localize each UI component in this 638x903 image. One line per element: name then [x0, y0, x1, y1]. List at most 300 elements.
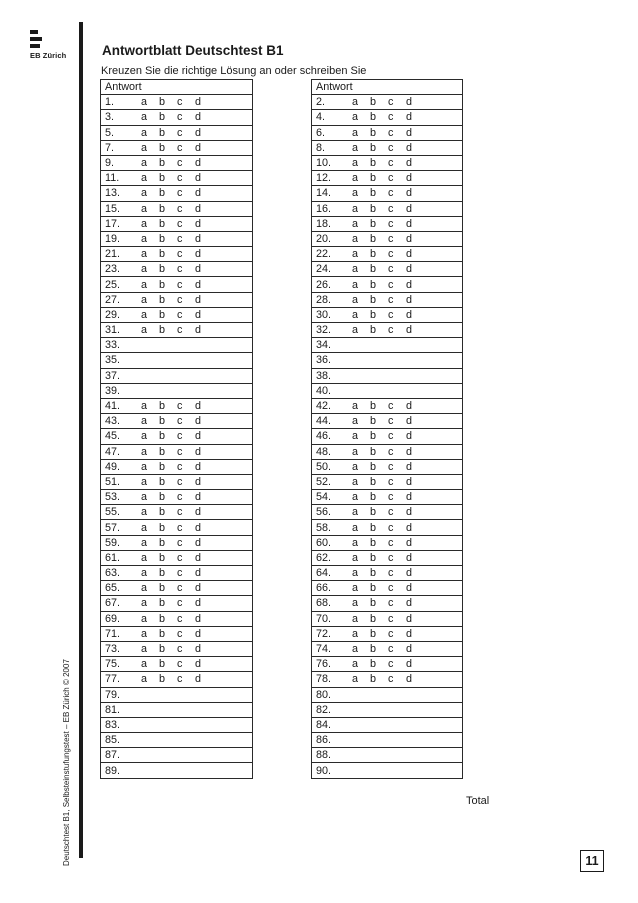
answer-row[interactable] [312, 657, 463, 672]
answer-option[interactable]: c [177, 308, 183, 321]
answer-row[interactable] [312, 429, 463, 444]
answer-option[interactable]: a [141, 415, 148, 428]
answer-option[interactable]: c [388, 278, 394, 291]
answer-row[interactable] [312, 672, 463, 687]
answer-option[interactable]: d [195, 232, 202, 245]
answer-cell[interactable] [312, 429, 463, 444]
answer-option[interactable]: d [195, 293, 202, 306]
answer-row[interactable] [312, 702, 463, 717]
answer-row[interactable] [312, 687, 463, 702]
answer-option[interactable]: a [352, 521, 359, 534]
answer-row[interactable] [312, 338, 463, 353]
answer-option[interactable]: b [159, 293, 166, 306]
answer-option[interactable]: d [195, 217, 202, 230]
answer-option[interactable]: c [388, 521, 394, 534]
answer-cell[interactable] [101, 292, 253, 307]
answer-option[interactable]: c [177, 521, 183, 534]
answer-option[interactable]: a [352, 278, 359, 291]
answer-row[interactable] [101, 323, 253, 338]
answer-cell[interactable] [101, 672, 253, 687]
answer-option[interactable]: c [177, 597, 183, 610]
answer-option[interactable]: b [159, 217, 166, 230]
answer-option[interactable]: c [388, 217, 394, 230]
answer-option[interactable]: a [352, 491, 359, 504]
answer-option[interactable]: b [370, 278, 377, 291]
answer-option[interactable]: d [406, 263, 413, 276]
answer-option[interactable]: b [159, 400, 166, 413]
answer-row[interactable] [101, 657, 253, 672]
answer-option[interactable]: b [370, 521, 377, 534]
answer-row[interactable] [312, 95, 463, 110]
answer-option[interactable]: d [406, 673, 413, 686]
answer-cell[interactable] [312, 277, 463, 292]
answer-option[interactable]: c [177, 445, 183, 458]
answer-row[interactable] [101, 383, 253, 398]
answer-option[interactable]: a [141, 217, 148, 230]
answer-cell[interactable] [101, 733, 253, 748]
answer-row[interactable] [312, 368, 463, 383]
answer-cell[interactable] [101, 383, 253, 398]
answer-option[interactable]: b [370, 445, 377, 458]
answer-option[interactable]: d [406, 491, 413, 504]
answer-option[interactable]: a [141, 460, 148, 473]
answer-option[interactable]: d [195, 627, 202, 640]
answer-cell[interactable] [312, 717, 463, 732]
answer-row[interactable] [101, 292, 253, 307]
answer-option[interactable]: c [388, 126, 394, 139]
answer-cell[interactable] [101, 657, 253, 672]
answer-option[interactable]: a [352, 567, 359, 580]
answer-cell[interactable] [312, 611, 463, 626]
answer-option[interactable]: d [406, 172, 413, 185]
answer-option[interactable]: b [159, 567, 166, 580]
answer-option[interactable]: b [370, 582, 377, 595]
answer-option[interactable]: b [159, 278, 166, 291]
answer-option[interactable]: b [370, 491, 377, 504]
answer-cell[interactable] [312, 353, 463, 368]
answer-option[interactable]: c [388, 445, 394, 458]
answer-option[interactable]: a [141, 582, 148, 595]
answer-option[interactable]: a [352, 582, 359, 595]
answer-option[interactable]: d [195, 278, 202, 291]
answer-option[interactable]: a [141, 126, 148, 139]
answer-row[interactable] [101, 733, 253, 748]
answer-option[interactable]: c [388, 308, 394, 321]
answer-option[interactable]: b [159, 263, 166, 276]
answer-option[interactable]: d [406, 278, 413, 291]
answer-row[interactable] [101, 626, 253, 641]
answer-row[interactable] [312, 550, 463, 565]
answer-option[interactable]: a [141, 521, 148, 534]
answer-option[interactable]: d [195, 248, 202, 261]
answer-row[interactable] [312, 444, 463, 459]
answer-option[interactable]: a [141, 96, 148, 109]
answer-cell[interactable] [312, 550, 463, 565]
answer-option[interactable]: d [195, 445, 202, 458]
answer-row[interactable] [101, 186, 253, 201]
answer-option[interactable]: a [352, 551, 359, 564]
answer-option[interactable]: d [195, 521, 202, 534]
answer-option[interactable]: a [141, 293, 148, 306]
answer-cell[interactable] [312, 383, 463, 398]
answer-option[interactable]: c [388, 506, 394, 519]
answer-option[interactable]: c [177, 400, 183, 413]
answer-option[interactable]: d [195, 582, 202, 595]
answer-option[interactable]: c [177, 415, 183, 428]
answer-row[interactable] [312, 155, 463, 170]
answer-option[interactable]: d [406, 475, 413, 488]
answer-cell[interactable] [312, 444, 463, 459]
answer-option[interactable]: b [370, 597, 377, 610]
answer-cell[interactable] [312, 414, 463, 429]
answer-cell[interactable] [101, 398, 253, 413]
answer-option[interactable]: b [370, 172, 377, 185]
answer-option[interactable]: c [177, 582, 183, 595]
answer-cell[interactable] [312, 262, 463, 277]
answer-option[interactable]: b [159, 445, 166, 458]
answer-option[interactable]: a [352, 248, 359, 261]
answer-option[interactable]: b [370, 415, 377, 428]
answer-option[interactable]: b [370, 567, 377, 580]
answer-option[interactable]: c [177, 567, 183, 580]
answer-option[interactable]: c [388, 96, 394, 109]
answer-option[interactable]: b [159, 506, 166, 519]
answer-option[interactable]: b [370, 658, 377, 671]
answer-cell[interactable] [312, 125, 463, 140]
answer-option[interactable]: a [352, 627, 359, 640]
answer-option[interactable]: a [352, 597, 359, 610]
answer-row[interactable] [312, 566, 463, 581]
answer-cell[interactable] [312, 171, 463, 186]
answer-option[interactable]: c [177, 475, 183, 488]
answer-option[interactable]: b [159, 141, 166, 154]
answer-option[interactable]: a [141, 172, 148, 185]
answer-option[interactable]: a [352, 187, 359, 200]
answer-option[interactable]: a [352, 658, 359, 671]
answer-row[interactable] [312, 216, 463, 231]
answer-cell[interactable] [101, 566, 253, 581]
answer-cell[interactable] [312, 323, 463, 338]
answer-option[interactable]: c [388, 491, 394, 504]
answer-option[interactable]: b [159, 491, 166, 504]
answer-option[interactable]: d [195, 126, 202, 139]
answer-option[interactable]: d [406, 232, 413, 245]
answer-cell[interactable] [101, 581, 253, 596]
answer-option[interactable]: b [159, 612, 166, 625]
answer-option[interactable]: a [141, 567, 148, 580]
answer-row[interactable] [101, 611, 253, 626]
answer-cell[interactable] [312, 657, 463, 672]
answer-option[interactable]: d [195, 506, 202, 519]
answer-cell[interactable] [312, 201, 463, 216]
answer-cell[interactable] [101, 702, 253, 717]
answer-option[interactable]: d [406, 551, 413, 564]
answer-option[interactable]: d [195, 324, 202, 337]
answer-option[interactable]: b [159, 597, 166, 610]
answer-option[interactable]: b [159, 430, 166, 443]
answer-row[interactable] [101, 581, 253, 596]
answer-option[interactable]: b [159, 172, 166, 185]
answer-row[interactable] [312, 717, 463, 732]
answer-cell[interactable] [101, 353, 253, 368]
answer-option[interactable]: c [177, 111, 183, 124]
answer-option[interactable]: c [388, 172, 394, 185]
answer-row[interactable] [101, 171, 253, 186]
answer-row[interactable] [101, 231, 253, 246]
answer-cell[interactable] [101, 155, 253, 170]
answer-row[interactable] [312, 383, 463, 398]
answer-row[interactable] [312, 611, 463, 626]
answer-option[interactable]: d [406, 567, 413, 580]
answer-option[interactable]: a [352, 506, 359, 519]
answer-option[interactable]: a [352, 232, 359, 245]
answer-row[interactable] [101, 763, 253, 778]
answer-option[interactable]: a [352, 460, 359, 473]
answer-option[interactable]: b [159, 551, 166, 564]
answer-option[interactable]: a [352, 445, 359, 458]
answer-option[interactable]: a [352, 612, 359, 625]
answer-option[interactable]: a [141, 612, 148, 625]
answer-cell[interactable] [101, 626, 253, 641]
answer-option[interactable]: c [388, 551, 394, 564]
answer-option[interactable]: a [141, 658, 148, 671]
answer-row[interactable] [312, 414, 463, 429]
answer-option[interactable]: d [406, 202, 413, 215]
answer-option[interactable]: a [352, 308, 359, 321]
answer-option[interactable]: d [406, 111, 413, 124]
answer-option[interactable]: c [388, 582, 394, 595]
answer-row[interactable] [101, 717, 253, 732]
answer-option[interactable]: d [195, 157, 202, 170]
answer-row[interactable] [101, 474, 253, 489]
answer-option[interactable]: b [159, 111, 166, 124]
answer-option[interactable]: b [370, 232, 377, 245]
answer-cell[interactable] [101, 687, 253, 702]
answer-row[interactable] [312, 490, 463, 505]
answer-option[interactable]: c [388, 415, 394, 428]
answer-cell[interactable] [312, 155, 463, 170]
answer-option[interactable]: a [141, 324, 148, 337]
answer-cell[interactable] [101, 368, 253, 383]
answer-cell[interactable] [312, 733, 463, 748]
answer-option[interactable]: a [352, 643, 359, 656]
answer-row[interactable] [312, 231, 463, 246]
answer-cell[interactable] [101, 414, 253, 429]
answer-option[interactable]: b [159, 415, 166, 428]
answer-option[interactable]: b [370, 673, 377, 686]
answer-option[interactable]: c [177, 263, 183, 276]
answer-cell[interactable] [312, 231, 463, 246]
answer-option[interactable]: d [195, 460, 202, 473]
answer-option[interactable]: d [406, 643, 413, 656]
answer-option[interactable]: d [195, 475, 202, 488]
answer-cell[interactable] [312, 535, 463, 550]
answer-row[interactable] [312, 201, 463, 216]
answer-option[interactable]: b [159, 521, 166, 534]
answer-option[interactable]: b [159, 643, 166, 656]
answer-row[interactable] [312, 641, 463, 656]
answer-row[interactable] [101, 444, 253, 459]
answer-option[interactable]: c [177, 232, 183, 245]
answer-cell[interactable] [101, 490, 253, 505]
answer-cell[interactable] [101, 95, 253, 110]
answer-cell[interactable] [101, 550, 253, 565]
answer-cell[interactable] [312, 566, 463, 581]
answer-cell[interactable] [312, 672, 463, 687]
answer-cell[interactable] [312, 247, 463, 262]
answer-option[interactable]: b [159, 187, 166, 200]
answer-option[interactable]: d [195, 491, 202, 504]
answer-option[interactable]: c [388, 187, 394, 200]
answer-option[interactable]: b [159, 157, 166, 170]
answer-option[interactable]: c [177, 506, 183, 519]
answer-option[interactable]: c [177, 96, 183, 109]
answer-row[interactable] [101, 505, 253, 520]
answer-option[interactable]: d [195, 643, 202, 656]
answer-option[interactable]: b [370, 475, 377, 488]
answer-option[interactable]: d [406, 126, 413, 139]
answer-option[interactable]: c [388, 430, 394, 443]
answer-option[interactable]: c [388, 202, 394, 215]
answer-option[interactable]: c [388, 263, 394, 276]
answer-option[interactable]: b [370, 187, 377, 200]
answer-option[interactable]: a [141, 506, 148, 519]
answer-cell[interactable] [312, 474, 463, 489]
answer-option[interactable]: a [352, 111, 359, 124]
answer-row[interactable] [101, 490, 253, 505]
answer-cell[interactable] [101, 474, 253, 489]
answer-option[interactable]: d [406, 612, 413, 625]
answer-option[interactable]: b [159, 126, 166, 139]
answer-option[interactable]: a [141, 551, 148, 564]
answer-option[interactable]: a [352, 475, 359, 488]
answer-option[interactable]: a [352, 96, 359, 109]
answer-row[interactable] [312, 733, 463, 748]
answer-row[interactable] [101, 368, 253, 383]
answer-row[interactable] [101, 125, 253, 140]
answer-option[interactable]: d [195, 400, 202, 413]
answer-row[interactable] [101, 429, 253, 444]
answer-option[interactable]: c [177, 126, 183, 139]
answer-option[interactable]: b [370, 400, 377, 413]
answer-option[interactable]: c [388, 293, 394, 306]
answer-option[interactable]: b [370, 96, 377, 109]
answer-row[interactable] [101, 672, 253, 687]
answer-option[interactable]: a [141, 627, 148, 640]
answer-option[interactable]: c [388, 627, 394, 640]
answer-option[interactable]: c [177, 643, 183, 656]
answer-row[interactable] [312, 186, 463, 201]
answer-cell[interactable] [101, 247, 253, 262]
answer-option[interactable]: a [141, 475, 148, 488]
answer-row[interactable] [101, 687, 253, 702]
answer-cell[interactable] [312, 216, 463, 231]
answer-option[interactable]: a [352, 141, 359, 154]
answer-option[interactable]: c [388, 111, 394, 124]
answer-option[interactable]: c [177, 324, 183, 337]
answer-option[interactable]: d [406, 415, 413, 428]
answer-row[interactable] [101, 748, 253, 763]
answer-option[interactable]: c [177, 172, 183, 185]
answer-cell[interactable] [312, 490, 463, 505]
answer-cell[interactable] [101, 459, 253, 474]
answer-option[interactable]: c [388, 248, 394, 261]
answer-row[interactable] [312, 748, 463, 763]
answer-option[interactable]: c [177, 293, 183, 306]
answer-cell[interactable] [312, 110, 463, 125]
answer-cell[interactable] [101, 338, 253, 353]
answer-cell[interactable] [312, 292, 463, 307]
answer-option[interactable]: d [195, 430, 202, 443]
answer-option[interactable]: c [388, 141, 394, 154]
answer-option[interactable]: b [370, 460, 377, 473]
answer-cell[interactable] [312, 368, 463, 383]
answer-option[interactable]: b [159, 308, 166, 321]
answer-option[interactable]: b [370, 643, 377, 656]
answer-option[interactable]: c [177, 430, 183, 443]
answer-option[interactable]: d [406, 217, 413, 230]
answer-option[interactable]: a [352, 217, 359, 230]
answer-option[interactable]: b [159, 627, 166, 640]
answer-option[interactable]: c [388, 658, 394, 671]
answer-cell[interactable] [101, 201, 253, 216]
answer-option[interactable]: a [352, 430, 359, 443]
answer-cell[interactable] [101, 444, 253, 459]
answer-row[interactable] [312, 626, 463, 641]
answer-row[interactable] [312, 763, 463, 778]
answer-option[interactable]: d [195, 658, 202, 671]
answer-option[interactable]: b [159, 324, 166, 337]
answer-option[interactable]: a [352, 536, 359, 549]
answer-option[interactable]: d [406, 96, 413, 109]
answer-row[interactable] [101, 277, 253, 292]
answer-cell[interactable] [312, 626, 463, 641]
answer-option[interactable]: d [195, 141, 202, 154]
answer-option[interactable]: c [177, 217, 183, 230]
answer-cell[interactable] [312, 641, 463, 656]
answer-cell[interactable] [101, 171, 253, 186]
answer-row[interactable] [101, 262, 253, 277]
answer-option[interactable]: b [159, 248, 166, 261]
answer-cell[interactable] [312, 763, 463, 778]
answer-option[interactable]: b [159, 673, 166, 686]
answer-option[interactable]: c [388, 567, 394, 580]
answer-option[interactable]: a [352, 172, 359, 185]
answer-option[interactable]: d [406, 536, 413, 549]
answer-option[interactable]: b [159, 475, 166, 488]
answer-cell[interactable] [312, 702, 463, 717]
answer-option[interactable]: c [177, 202, 183, 215]
answer-option[interactable]: d [406, 506, 413, 519]
answer-option[interactable]: d [406, 658, 413, 671]
answer-option[interactable]: a [141, 248, 148, 261]
answer-option[interactable]: b [370, 111, 377, 124]
answer-option[interactable]: d [406, 521, 413, 534]
answer-row[interactable] [312, 505, 463, 520]
answer-option[interactable]: a [141, 430, 148, 443]
answer-option[interactable]: d [406, 400, 413, 413]
answer-option[interactable]: a [352, 293, 359, 306]
answer-cell[interactable] [312, 687, 463, 702]
answer-option[interactable]: a [141, 643, 148, 656]
answer-row[interactable] [312, 171, 463, 186]
answer-option[interactable]: a [141, 308, 148, 321]
answer-option[interactable]: a [141, 673, 148, 686]
answer-option[interactable]: a [352, 263, 359, 276]
answer-row[interactable] [101, 535, 253, 550]
answer-row[interactable] [101, 520, 253, 535]
answer-cell[interactable] [101, 505, 253, 520]
